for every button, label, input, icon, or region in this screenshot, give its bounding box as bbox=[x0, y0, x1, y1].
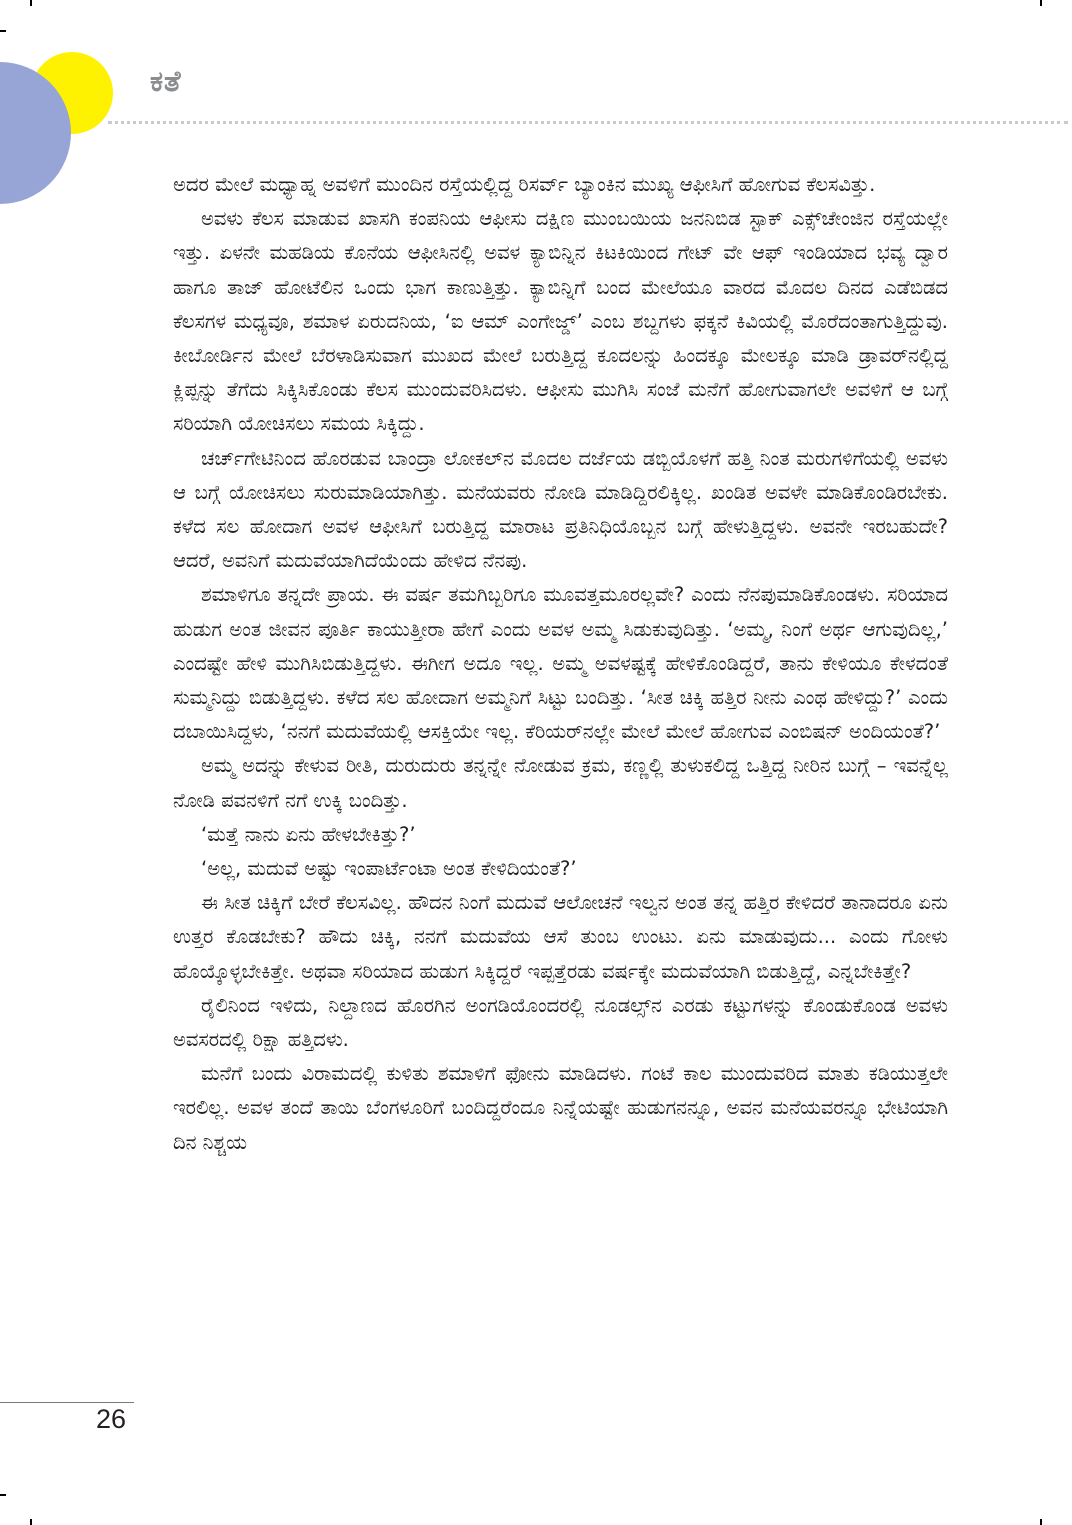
paragraph: ರೈಲಿನಿಂದ ಇಳಿದು, ನಿಲ್ದಾಣದ ಹೊರಗಿನ ಅಂಗಡಿಯೊಂದರಲ್ಲಿ ನೂಡಲ್ಸ್‌ನ ಎರಡು ಕಟ್ಟುಗಳನ್ನು ಕೊಂಡುಕೊಂಡ ಅವಳು ಅವಸರದಲ್ಲಿ ರಿಕ್ಷಾ ಹತ್ತಿದಳು. bbox=[173, 993, 948, 1052]
decorative-circles bbox=[0, 0, 140, 210]
dotted-rule bbox=[108, 121, 1068, 124]
section-title: ಕತೆ bbox=[150, 64, 182, 98]
dialogue-line: ‘ಅಲ್ಲ, ಮದುವೆ ಅಷ್ಟು ಇಂಪಾರ್ಟೆಂಟಾ ಅಂತ ಕೇಳಿದಿಯಂತೆ?’ bbox=[201, 857, 577, 881]
crop-mark-bottom-left bbox=[30, 1519, 32, 1525]
paragraph: ಅವಳು ಕೆಲಸ ಮಾಡುವ ಖಾಸಗಿ ಕಂಪನಿಯ ಆಫೀಸು ದಕ್ಷಿಣ ಮುಂಬಯಿಯ ಜನನಿಬಿಡ ಸ್ಟಾಕ್ ಎಕ್ಸ್‌ಚೇಂಜಿನ ರಸ್ತೆಯಲ್ಲೇ ಇತ್ತು. ಏಳನೇ ಮಹಡಿಯ ಕೊನೆಯ ಆಫೀಸಿನಲ್ಲಿ ಅವಳ ಕ್ಯಾಬಿನ್ನಿನ ಕಿಟಕಿಯಿಂದ ಗೇಟ್ ವೇ ಆಫ್ ಇಂಡಿಯಾದ ಭವ್ಯ ದ್ವಾರ ಹಾಗೂ ತಾಜ್ ಹೋಟೆಲಿನ ಒಂದು ಭಾಗ ಕಾಣುತ್ತಿತ್ತು. ಕ್ಯಾಬಿನ್ನಿಗೆ ಬಂದ ಮೇಲೆಯೂ ವಾರದ ಮೊದಲ ದಿನದ ಎಡೆಬಿಡದ ಕೆಲಸಗಳ ಮಧ್ಯವೂ, ಶಮಾಳ ಏರುದನಿಯ, ‘ಐ ಆಮ್ ಎಂಗೇಜ್ಡ್’ ಎಂಬ ಶಬ್ದಗಳು ಫಕ್ಕನೆ ಕಿವಿಯಲ್ಲಿ ಮೊರೆದಂತಾಗುತ್ತಿದ್ದುವು. ಕೀಬೋರ್ಡಿನ ಮೇಲೆ ಬೆರಳಾಡಿಸುವಾಗ ಮುಖದ ಮೇಲೆ ಬರುತ್ತಿದ್ದ ಕೂದಲನ್ನು ಹಿಂದಕ್ಕೂ ಮೇಲಕ್ಕೂ ಮಾಡಿ ಡ್ರಾವರ್‌ನಲ್ಲಿದ್ದ ಕ್ಲಿಪ್ಪನ್ನು ತೆಗೆದು ಸಿಕ್ಕಿಸಿಕೊಂಡು ಕೆಲಸ ಮುಂದುವರಿಸಿದಳು. ಆಫೀಸು ಮುಗಿಸಿ ಸಂಜೆ ಮನೆಗೆ ಹೋಗುವಾಗಲೇ ಅವಳಿಗೆ ಆ ಬಗ್ಗೆ ಸರಿಯಾಗಿ ಯೋಚಿಸಲು ಸಮಯ ಸಿಕ್ಕಿದ್ದು. bbox=[173, 207, 948, 436]
paragraph: ಅದರ ಮೇಲೆ ಮಧ್ಯಾಹ್ನ ಅವಳಿಗೆ ಮುಂದಿನ ರಸ್ತೆಯಲ್ಲಿದ್ದ ರಿಸರ್ವ್ ಬ್ಯಾಂಕಿನ ಮುಖ್ಯ ಆಫೀಸಿಗೆ ಹೋಗುವ ಕೆಲಸವಿತ್ತು. bbox=[173, 173, 876, 196]
paragraph: ಅಮ್ಮ ಅದನ್ನು ಕೇಳುವ ರೀತಿ, ದುರುದುರು ತನ್ನನ್ನೇ ನೋಡುವ ಕ್ರಮ, ಕಣ್ಣಲ್ಲಿ ತುಳುಕಲಿದ್ದ ಒತ್ತಿದ್ದ ನೀರಿನ ಬುಗ್ಗೆ – ಇವನ್ನೆಲ್ಲ ನೋಡಿ ಪವನಳಿಗೆ ನಗೆ ಉಕ್ಕಿ ಬಂದಿತ್ತು. bbox=[173, 754, 948, 812]
page-number: 26 bbox=[96, 1404, 127, 1434]
paragraph: ಶಮಾಳಿಗೂ ತನ್ನದೇ ಪ್ರಾಯ. ಈ ವರ್ಷ ತಮಗಿಬ್ಬರಿಗೂ ಮೂವತ್ತಮೂರಲ್ಲವೇ? ಎಂದು ನೆನಪುಮಾಡಿಕೊಂಡಳು. ಸರಿಯಾದ ಹುಡುಗ ಅಂತ ಜೀವನ ಪೂರ್ತಿ ಕಾಯುತ್ತೀರಾ ಹೇಗೆ ಎಂದು ಅವಳ ಅಮ್ಮ ಸಿಡುಕುವುದಿತ್ತು. ‘ಅಮ್ಮ, ನಿಂಗೆ ಅರ್ಥ ಆಗುವುದಿಲ್ಲ,’ ಎಂದಷ್ಟೇ ಹೇಳಿ ಮುಗಿಸಿಬಿಡುತ್ತಿದ್ದಳು. ಈಗೀಗ ಅದೂ ಇಲ್ಲ. ಅಮ್ಮ ಅವಳಷ್ಟಕ್ಕೆ ಹೇಳಿಕೊಂಡಿದ್ದರೆ, ತಾನು ಕೇಳಿಯೂ ಕೇಳದಂತೆ ಸುಮ್ಮನಿದ್ದು ಬಿಡುತ್ತಿದ್ದಳು. ಕಳೆದ ಸಲ ಹೋದಾಗ ಅಮ್ಮನಿಗೆ ಸಿಟ್ಟು ಬಂದಿತ್ತು. ‘ಸೀತ ಚಿಕ್ಕಿ ಹತ್ತಿರ ನೀನು ಎಂಥ ಹೇಳಿದ್ದು?’ ಎಂದು ದಬಾಯಿಸಿದ್ದಳು, ‘ನನಗೆ ಮದುವೆಯಲ್ಲಿ ಆಸಕ್ತಿಯೇ ಇಲ್ಲ. ಕೆರಿಯರ್‌ನಲ್ಲೇ ಮೇಲೆ ಮೇಲೆ ಹೋಗುವ ಎಂಬಿಷನ್ ಅಂದಿಯಂತೆ?’ bbox=[173, 583, 948, 744]
crop-mark-bottom-right bbox=[1040, 1519, 1042, 1525]
crop-mark-left-lower bbox=[0, 1494, 6, 1496]
paragraph: ಮನೆಗೆ ಬಂದು ವಿರಾಮದಲ್ಲಿ ಕುಳಿತು ಶಮಾಳಿಗೆ ಫೋನು ಮಾಡಿದಳು. ಗಂಟೆ ಕಾಲ ಮುಂದುವರಿದ ಮಾತು ಕಡಿಯುತ್ತಲೇ ಇರಲಿಲ್ಲ. ಅವಳ ತಂದೆ ತಾಯಿ ಬೆಂಗಳೂರಿಗೆ ಬಂದಿದ್ದರೆಂದೂ ನಿನ್ನೆಯಷ್ಟೇ ಹುಡುಗನನ್ನೂ, ಅವನ ಮನೆಯವರನ್ನೂ ಭೇಟಿಯಾಗಿ ದಿನ ನಿಶ್ಚಯ bbox=[173, 1062, 948, 1154]
story-body bbox=[173, 168, 948, 1160]
paragraph: ಚರ್ಚ್‌ಗೇಟಿನಿಂದ ಹೊರಡುವ ಬಾಂದ್ರಾ ಲೋಕಲ್‌ನ ಮೊದಲ ದರ್ಜೆಯ ಡಬ್ಬಿಯೊಳಗೆ ಹತ್ತಿ ನಿಂತ ಮರುಗಳಿಗೆಯಲ್ಲಿ ಅವಳು ಆ ಬಗ್ಗೆ ಯೋಚಿಸಲು ಸುರುಮಾಡಿಯಾಗಿತ್ತು. ಮನೆಯವರು ನೋಡಿ ಮಾಡಿದ್ದಿರಲಿಕ್ಕಿಲ್ಲ. ಖಂಡಿತ ಅವಳೇ ಮಾಡಿಕೊಂಡಿರಬೇಕು. ಕಳೆದ ಸಲ ಹೋದಾಗ ಅವಳ ಆಫೀಸಿಗೆ ಬರುತ್ತಿದ್ದ ಮಾರಾಟ ಪ್ರತಿನಿಧಿಯೊಬ್ಬನ ಬಗ್ಗೆ ಹೇಳುತ್ತಿದ್ದಳು. ಅವನೇ ಇರಬಹುದೇ? ಆದರೆ, ಅವನಿಗೆ ಮದುವೆಯಾಗಿದೆಯೆಂದು ಹೇಳಿದ ನೆನಪು. bbox=[173, 446, 948, 573]
crop-mark-top-right bbox=[1040, 0, 1042, 6]
page-number-rule bbox=[0, 1402, 134, 1403]
dialogue-line: ‘ಮತ್ತೆ ನಾನು ಏನು ಹೇಳಬೇಕಿತ್ತು?’ bbox=[201, 822, 416, 846]
paragraph: ಈ ಸೀತ ಚಿಕ್ಕಿಗೆ ಬೇರೆ ಕೆಲಸವಿಲ್ಲ. ಹೌದನ ನಿಂಗೆ ಮದುವೆ ಆಲೋಚನೆ ಇಲ್ವನ ಅಂತ ತನ್ನ ಹತ್ತಿರ ಕೇಳಿದರೆ ತಾನಾದರೂ ಏನು ಉತ್ತರ ಕೊಡಬೇಕು? ಹೌದು ಚಿಕ್ಕಿ, ನನಗೆ ಮದುವೆಯ ಆಸೆ ತುಂಬ ಉಂಟು. ಏನು ಮಾಡುವುದು... ಎಂದು ಗೋಳು ಹೊಯ್ಕೊಳ್ಳಬೇಕಿತ್ತೇ. ಅಥವಾ ಸರಿಯಾದ ಹುಡುಗ ಸಿಕ್ಕಿದ್ದರೆ ಇಪ್ಪತ್ತೆರಡು ವರ್ಷಕ್ಕೇ ಮದುವೆಯಾಗಿ ಬಿಡುತ್ತಿದ್ದೆ, ಎನ್ನಬೇಕಿತ್ತೇ? bbox=[173, 891, 948, 983]
